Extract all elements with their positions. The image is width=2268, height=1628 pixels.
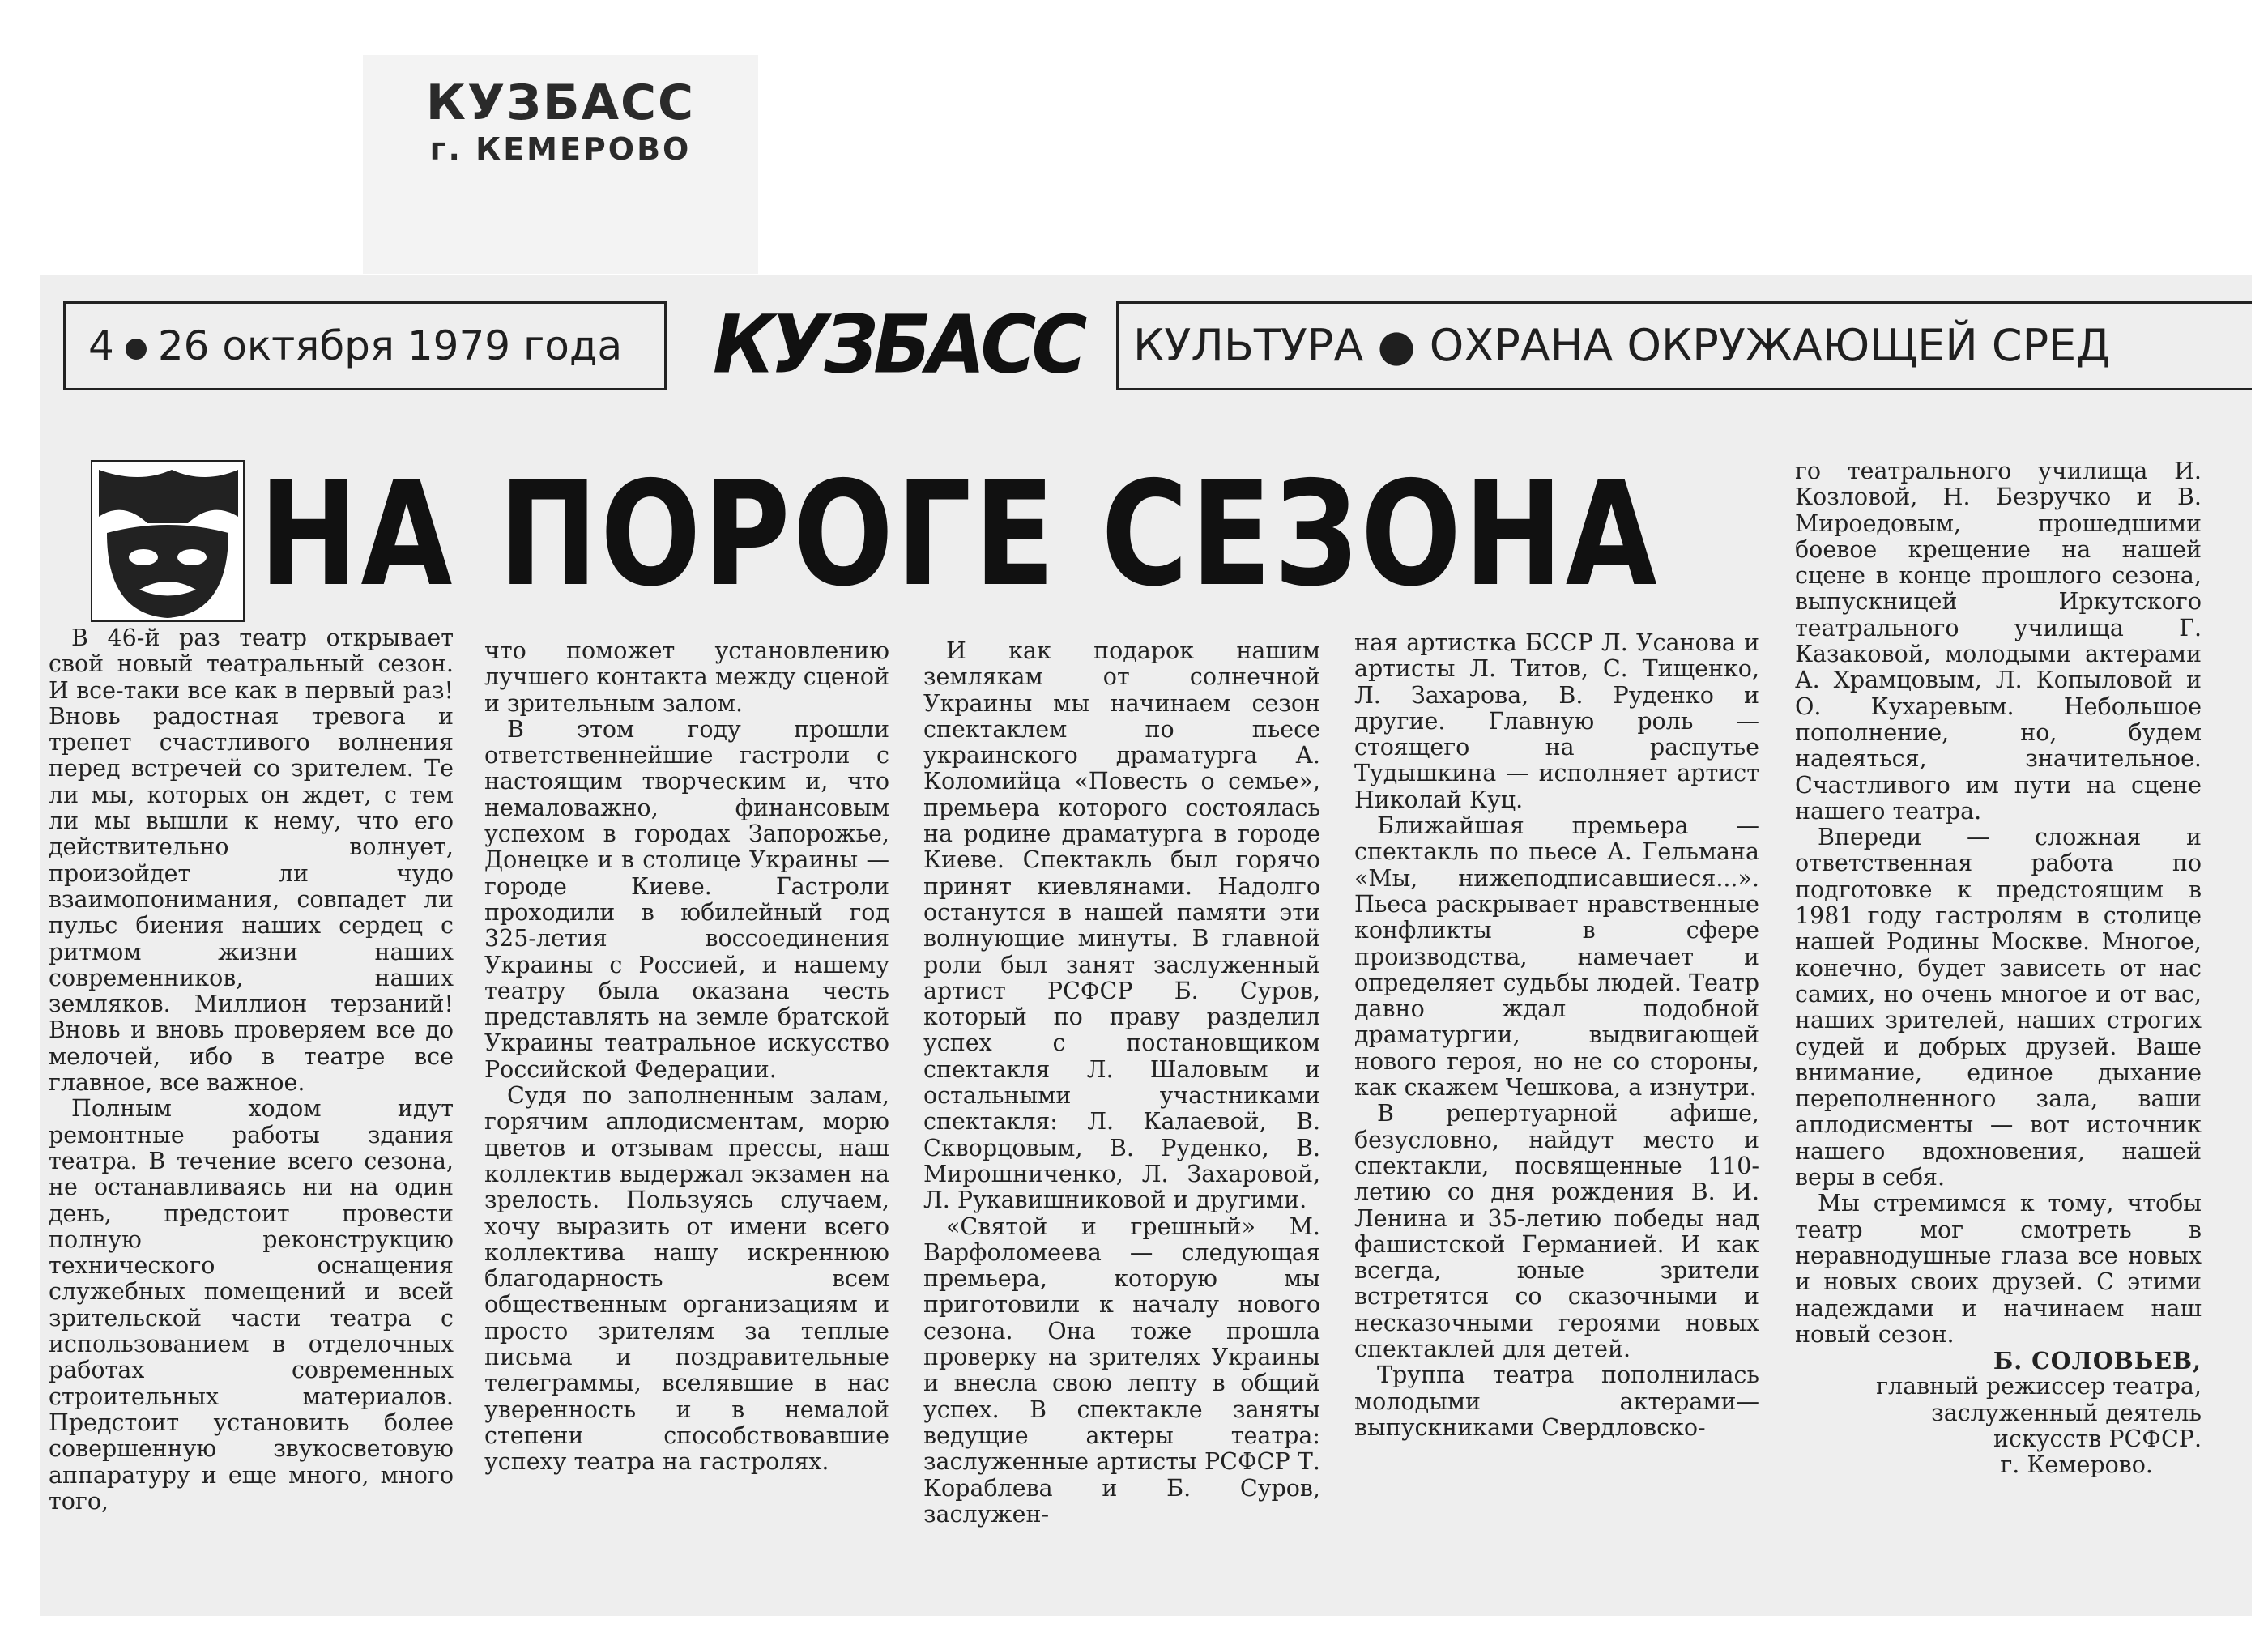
paragraph: В этом году прошли ответственнейшие гастроли с настоящим творческим и, что немаловажно, финансовым успехом в городах Запорожье, Донецке и в столице Украины — городе Киеве. Гастроли проходили в юбилейный год 325-летия воссоединения Украины с Россией, и нашему театру была оказана честь представлять на земле братской Украины театральное искусство Российской Федерации. — [484, 715, 889, 1083]
paragraph: Полным ходом идут ремонтные работы здания театра. В течение всего сезона, не останавливаясь ни на один день, предстоит провести полную реконструкцию технического оснащения служебных помещений и всей зрительской части театра с использованием в отделочных работах современных строительных материалов. Предстоит установить более совершенную звукосветовую аппаратуру и еще много, много того, — [49, 1095, 454, 1515]
author-title: искусств РСФСР. — [1993, 1425, 2202, 1452]
newspaper-masthead: КУЗБАСС — [713, 299, 1083, 392]
paragraph: В 46-й раз театр открывает свой новый театральный сезон. И все-таки все как в первый раз! Вновь радостная тревога и трепет счастливого волнения перед встречей со зрителем. Те ли мы, которых он ждет, с тем ли мы вышли к нему, что его действительно волнует, произойдет ли чудо взаимопонимания, совпадет ли пульс биения наших сердец с ритмом жизни наших современников, наших земляков. Миллион терзаний! Вновь и вновь проверяем все до мелочей, ибо в театре все главное, все важное. — [49, 625, 454, 1097]
article-column-2 — [484, 638, 889, 1582]
article-column-4 — [1354, 630, 1759, 1582]
paragraph: го театрального училища И. Козловой, Н. Безручко и В. Мироедовым, прошедшими боевое крещение на нашей сцене в конце прошлого сезона, выпускницей Иркутского театрального училища Г. Казаковой, молодыми актерами А. Храмцовым, Л. Копыловой и О. Кухаревым. Небольшое пополнение, но, будем надеяться, значительное. Счастливого им пути на сцене нашего театра. — [1795, 458, 2202, 825]
issue-date: 26 октября 1979 года — [157, 322, 623, 369]
article-headline: НА ПОРОГЕ СЕЗОНА — [259, 450, 1660, 618]
theatre-mask-icon — [91, 460, 245, 622]
paragraph: Труппа театра пополнилась молодыми актерами—выпускниками Свердловско- — [1354, 1362, 1759, 1441]
bullet-icon — [126, 339, 147, 360]
paragraph: И как подарок нашим землякам от солнечной Украины мы начинаем сезон спектаклем по пьесе украинского драматурга А. Коломийца «Повесть о семье», премьера которого состоялась на родине драматурга в городе Киеве. Спектакль был горячо принят киевлянами. Надолго останутся в нашей памяти эти волнующие минуты. В главной роли был занят заслуженный артист РСФСР Б. Суров, который по праву разделил успех с постановщиком спектакля Л. Шаловым и остальными участниками спектакля: Л. Калаевой, В. Скворцовым, В. Руденко, В. Мирошниченко, Л. Захаровой, Л. Рукавишниковой и другими. — [923, 638, 1320, 1214]
paragraph: что поможет установлению лучшего контакта между сценой и зрительным залом. — [484, 638, 889, 717]
page-number: 4 — [88, 322, 114, 369]
article-column-1 — [49, 625, 454, 1581]
paragraph: Впереди — сложная и ответственная работа по подготовке к предстоящим в 1981 году гастролям в столице нашей Родины Москве. Многое, конечно, будет зависеть от нас самих, но очень многое и от вас, наших зрителей, наших строгих судей и добрых друзей. Ваше внимание, единое дыхание переполненного зала, ваши аплодисменты — вот источник нашего вдохновения, нашей веры в себя. — [1795, 824, 2202, 1191]
paragraph: Ближайшая премьера — спектакль по пьесе А. Гельмана «Мы, нижеподписавшиеся...». Пьеса раскрывает нравственные конфликты в сфере производства, намечает и определяет судьбы людей. Театр давно ждал подобной драматургии, выдвигающей нового героя, но не со стороны, как скажем Чешкова, а изнутри. — [1354, 812, 1759, 1102]
paragraph: «Святой и грешный» М. Варфоломеева — следующая премьера, которую мы приготовили к началу нового сезона. Она тоже прошла проверку на зрителях Украины и внесла свою лепту в общий успех. В спектакле заняты ведущие актеры театра: заслуженные артисты РСФСР Т. Кораблева и Б. Суров, заслужен- — [923, 1212, 1320, 1528]
stamp-city: г. КЕМЕРОВО — [429, 131, 692, 167]
page-date-box — [63, 301, 667, 390]
paragraph: В репертуарной афише, безусловно, найдут место и спектакли, посвященные 110-летию со дня рождения В. И. Ленина и 35-летию победы над фашистской Германией. И как всегда, юные зрители встретятся со сказочными и несказочными героями новых спектаклей для детей. — [1354, 1100, 1759, 1363]
author-name: Б. СОЛОВЬЕВ, — [1993, 1347, 2202, 1375]
author-title: заслуженный деятель — [1931, 1399, 2202, 1426]
article-column-3 — [923, 638, 1320, 1582]
clipping-source-stamp — [363, 55, 758, 274]
paragraph: ная артистка БССР Л. Усанова и артисты Л. Титов, С. Тищенко, Л. Захарова, В. Руденко и другие. Главную роль — стоящего на распутье Тудышкина — исполняет артист Николай Куц. — [1354, 630, 1759, 813]
author-title: главный режиссер театра, — [1876, 1373, 2202, 1400]
author-city: г. Кемерово. — [2000, 1451, 2153, 1479]
article-column-5 — [1795, 458, 2202, 1592]
paragraph: Мы стремимся к тому, чтобы театр мог смотреть в неравнодушные глаза все новых и новых своих друзей. С этими надеждами и начинаем наш новый сезон. — [1795, 1190, 2202, 1348]
stamp-newspaper-name: КУЗБАСС — [425, 75, 696, 131]
section-rubric: КУЛЬТУРА ● ОХРАНА ОКРУЖАЮЩЕЙ СРЕД — [1116, 301, 2252, 390]
paragraph: Судя по заполненным залам, горячим аплодисментам, морю цветов и отзывам прессы, наш коллектив выдержал экзамен на зрелость. Пользуясь случаем, хочу выразить от имени всего коллектива нашу искреннюю благодарность всем общественным организациям и просто зрителям за теплые письма и поздравительные телеграммы, вселявшие в нас уверенность и в немалой степени способствовавшие успеху театра на гастролях. — [484, 1082, 889, 1476]
